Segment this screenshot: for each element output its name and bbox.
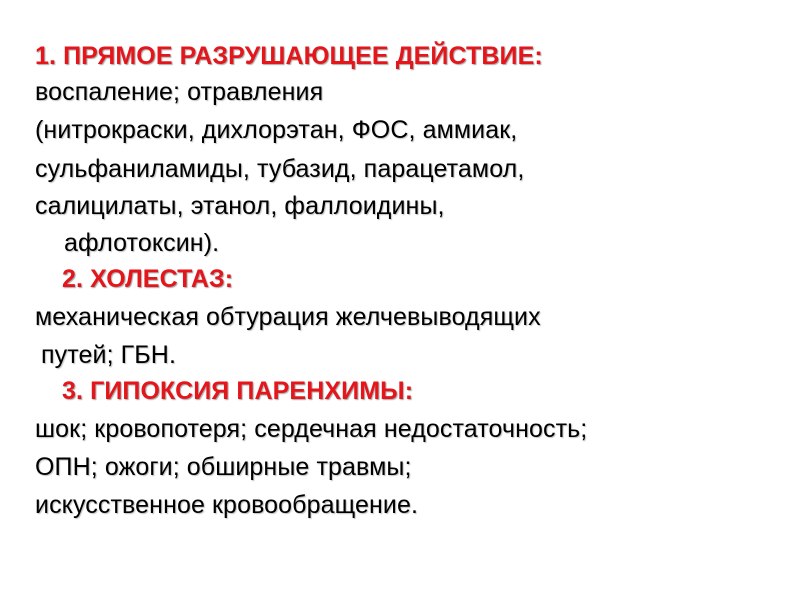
section-2-line-2: путей; ГБН.: [41, 341, 177, 369]
section-1-line-4: салицилаты, этанол, фаллоидины,: [35, 192, 445, 220]
section-2-heading: 2. ХОЛЕСТАЗ:: [62, 265, 234, 293]
section-1-line-1: воспаление; отравления: [35, 78, 324, 106]
section-3-line-3: искусственное кровообращение.: [35, 491, 419, 519]
section-3-heading: 3. ГИПОКСИЯ ПАРЕНХИМЫ:: [62, 377, 414, 405]
section-1-line-3: сульфаниламиды, тубазид, парацетамол,: [35, 155, 525, 183]
section-3-line-1: шок; кровопотеря; сердечная недостаточность;: [35, 415, 588, 443]
section-3-line-2: ОПН; ожоги; обширные травмы;: [35, 453, 412, 481]
section-1-heading: 1. ПРЯМОЕ РАЗРУШАЮЩЕЕ ДЕЙСТВИЕ:: [35, 42, 543, 70]
section-1-line-2: (нитрокраски, дихлорэтан, ФОС, аммиак,: [35, 116, 518, 144]
section-2-line-1: механическая обтурация желчевыводящих: [35, 303, 541, 331]
section-1-line-5: афлотоксин).: [64, 229, 220, 257]
